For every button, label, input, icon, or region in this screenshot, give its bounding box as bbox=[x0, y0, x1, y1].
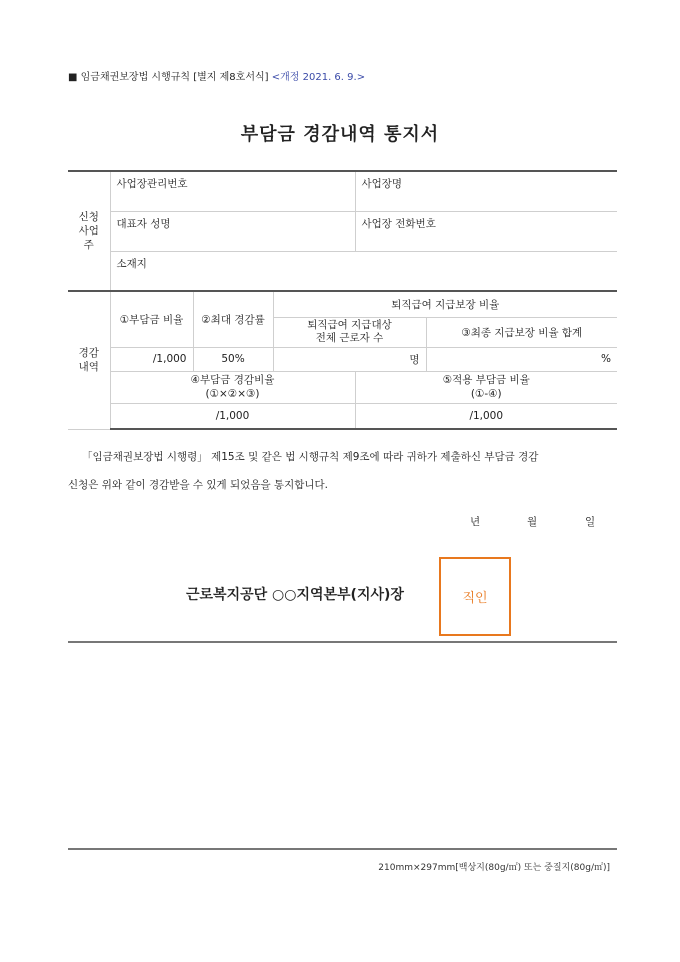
address-field: 소재지 bbox=[110, 251, 617, 291]
max-reduction-value: 50% bbox=[193, 347, 273, 371]
charge-reduction-rate-value: /1,000 bbox=[110, 403, 355, 429]
divider-top bbox=[68, 641, 617, 643]
severance-guarantee-header: 퇴직급여 지급보장 비율 bbox=[273, 291, 617, 317]
charge-rate-header: ①부담금 비율 bbox=[110, 291, 193, 347]
page-title: 부담금 경감내역 통지서 bbox=[240, 124, 440, 145]
divider-bottom bbox=[68, 848, 617, 850]
applied-charge-rate-value: /1,000 bbox=[355, 403, 617, 429]
form-header bbox=[68, 68, 365, 83]
final-guarantee-total-header: ③최종 지급보장 비율 합계 bbox=[426, 317, 617, 347]
issuer-name: 근로복지공단 ○○지역본부(지사)장 bbox=[186, 587, 404, 603]
notice-body-line-2: 신청은 위와 같이 경감받을 수 있게 되었음을 통지합니다. bbox=[68, 479, 328, 491]
final-guarantee-unit: % bbox=[426, 347, 617, 371]
date-day: 일 bbox=[585, 516, 596, 528]
mgmt-number-field: 사업장관리번호 bbox=[110, 171, 355, 211]
representative-name-field: 대표자 성명 bbox=[110, 211, 355, 251]
business-name-field: 사업장명 bbox=[355, 171, 617, 211]
reduction-section-label: 경감 내역 bbox=[68, 291, 110, 429]
date-month: 월 bbox=[527, 516, 538, 528]
charge-rate-value: /1,000 bbox=[110, 347, 193, 371]
law-reference: ■ 임금채권보장법 시행규칙 [별지 제8호서식] bbox=[68, 72, 269, 83]
total-workers-header: 퇴직급여 지급대상 전체 근로자 수 bbox=[273, 317, 426, 347]
applicant-section-label: 신청 사업주 bbox=[68, 171, 110, 291]
applied-charge-rate-header: ⑤적용 부담금 비율 (①-④) bbox=[355, 371, 617, 403]
total-workers-unit: 명 bbox=[273, 347, 426, 371]
date-year: 년 bbox=[470, 516, 481, 528]
seal-label: 직인 bbox=[462, 591, 488, 606]
business-phone-field: 사업장 전화번호 bbox=[355, 211, 617, 251]
paper-spec: 210mm×297mm[백상지(80g/㎡) 또는 중질지(80g/㎡)] bbox=[378, 863, 610, 873]
max-reduction-header: ②최대 경감률 bbox=[193, 291, 273, 347]
revision-date: <개정 2021. 6. 9.> bbox=[271, 72, 366, 83]
notice-body bbox=[68, 443, 617, 499]
charge-reduction-rate-header: ④부담금 경감비율 (①×②×③) bbox=[110, 371, 355, 403]
notice-form-table bbox=[68, 170, 617, 430]
official-seal-box bbox=[439, 557, 511, 636]
notice-body-line-1: 「임금채권보장법 시행령」 제15조 및 같은 법 시행규칙 제9조에 따라 귀하가 제출하신 부담금 경감 bbox=[82, 451, 539, 463]
